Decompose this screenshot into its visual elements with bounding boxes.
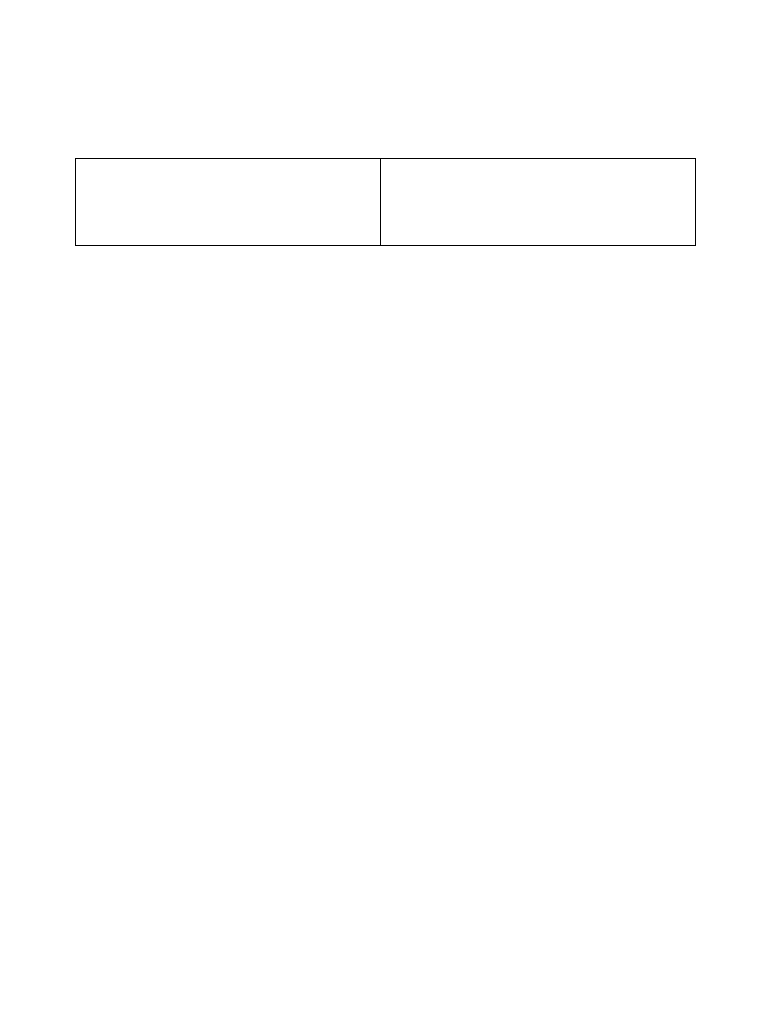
names-box [75, 158, 696, 246]
team-member-names-cell[interactable] [76, 159, 381, 246]
your-name-cell[interactable] [381, 159, 696, 246]
